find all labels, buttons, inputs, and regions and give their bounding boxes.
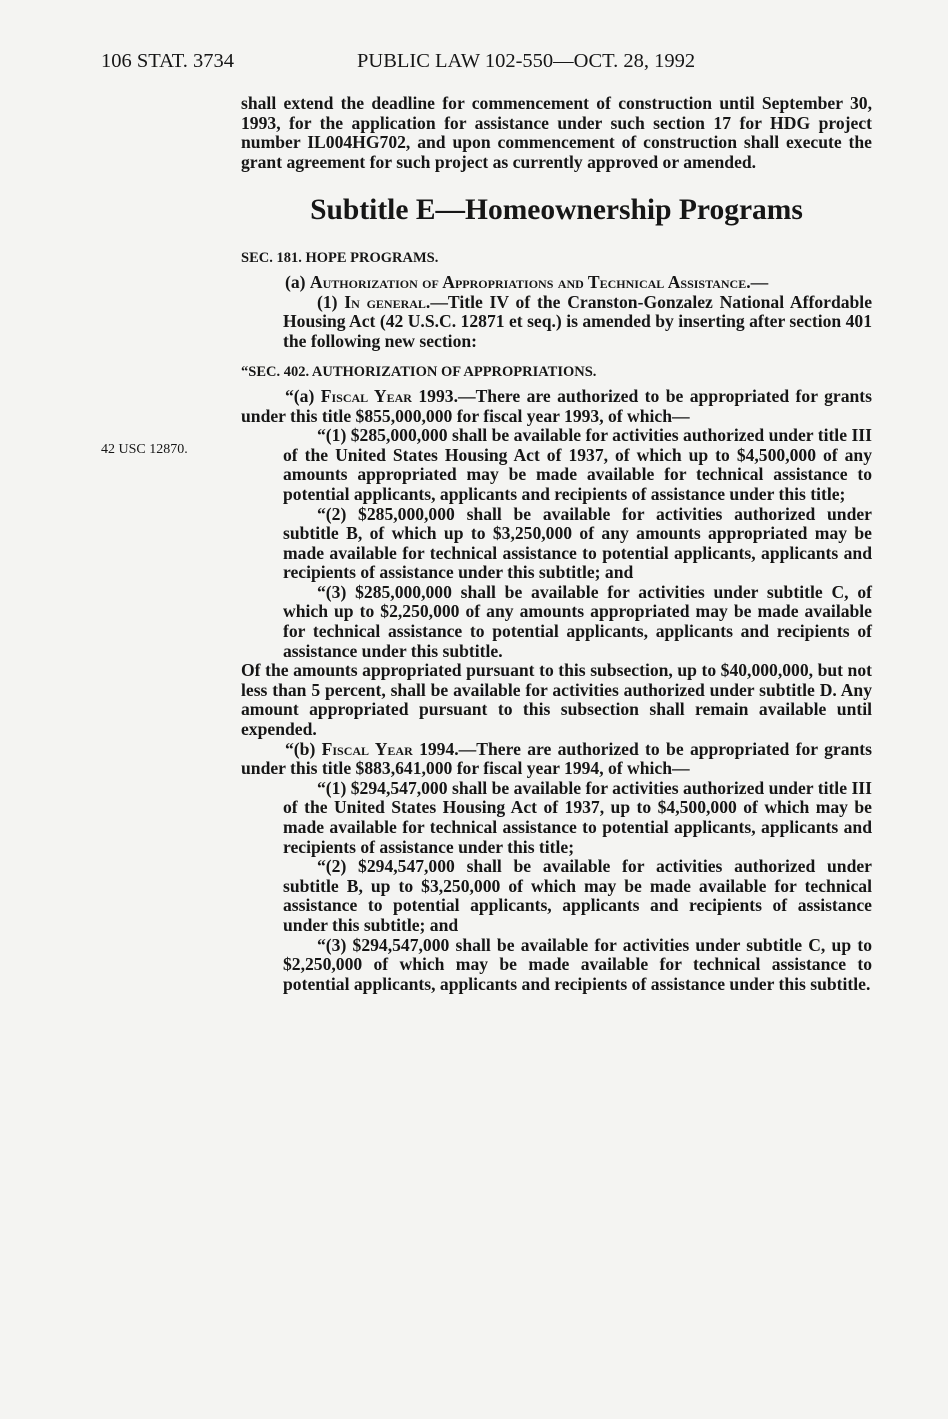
sec402-heading: “SEC. 402. AUTHORIZATION OF APPROPRIATIONS.: [241, 364, 597, 381]
page-reference: 106 STAT. 3734: [101, 50, 234, 72]
fy1993-item-1: “(1) $285,000,000 shall be available for activities authorized under title III of the United States Housing Act of 1937, of which up to $4,500,000 of any amounts appropriated may be made available for technical assistance to potential applicants, applicants and recipients of assistance under this title;: [283, 425, 872, 504]
subtitle-heading: Subtitle E—Homeownership Programs: [310, 194, 803, 227]
fy1994-item-2: “(2) $294,547,000 shall be available for activities authorized under subtitle B, up to $3,250,000 of which may be made available for technical assistance to potential applicants, applicants and recipients of assistance under this subtitle; and: [283, 856, 872, 935]
fy1994-paragraph: “(b) Fiscal Year 1994.—There are authorized to be appropriated for grants under this title $883,641,000 for fiscal year 1994, of which—: [241, 738, 873, 779]
paragraph-a1: (1) In general.—Title IV of the Cranston-Gonzalez National Affordable Housing Act (42 U.S.C. 12871 et seq.) is amended by inserting after section 401 the following new section:: [283, 291, 873, 351]
fy1993-closing: Of the amounts appropriated pursuant to this subsection, up to $40,000,000, but not less than 5 percent, shall be available for activities authorized under subtitle D. Any amount appropriated pursuant to this subsection shall remain available until expended.: [241, 660, 872, 740]
fy1994-item-1: “(1) $294,547,000 shall be available for activities authorized under title III of the United States Housing Act of 1937, up to $4,500,000 of which may be made available for technical assistance to potential applicants, applicants and recipients of assistance under this title;: [283, 777, 872, 857]
fy1993-item-2: “(2) $285,000,000 shall be available for activities authorized under subtitle B, of which up to $3,250,000 of any amounts appropriated may be made available for technical assistance to potential applicants, applicants and recipients of assistance under this subtitle; and: [283, 503, 872, 583]
subsection-a: (a) Authorization of Appropriations and Technical Assistance.—: [285, 271, 769, 292]
section-heading: SEC. 181. HOPE PROGRAMS.: [241, 250, 439, 267]
fy1994-item-3: “(3) $294,547,000 shall be available for activities under subtitle C, up to $2,250,000 of which may be made available for technical assistance to potential applicants, applicants and recipients of assistance under this subtitle.: [283, 934, 872, 994]
margin-citation: 42 USC 12870.: [101, 442, 188, 457]
law-reference: PUBLIC LAW 102-550—OCT. 28, 1992: [357, 50, 696, 72]
fy1993-paragraph: “(a) Fiscal Year 1993.—There are authorized to be appropriated for grants under this title $855,000,000 for fiscal year 1993, of which—: [241, 385, 872, 426]
intro-paragraph: shall extend the deadline for commencement of construction until September 30, 1993, for the application for assistance under such section 17 for HDG project number IL004HG702, and upon commencement of construction shall execute the grant agreement for such project as currently approved or amended.: [241, 93, 872, 172]
document-body: [241, 94, 872, 994]
fy1993-item-3: “(3) $285,000,000 shall be available for activities under subtitle C, of which up to $2,250,000 of any amounts appropriated may be made available for technical assistance to potential applicants, applicants and recipients of assistance under this subtitle.: [283, 581, 872, 661]
